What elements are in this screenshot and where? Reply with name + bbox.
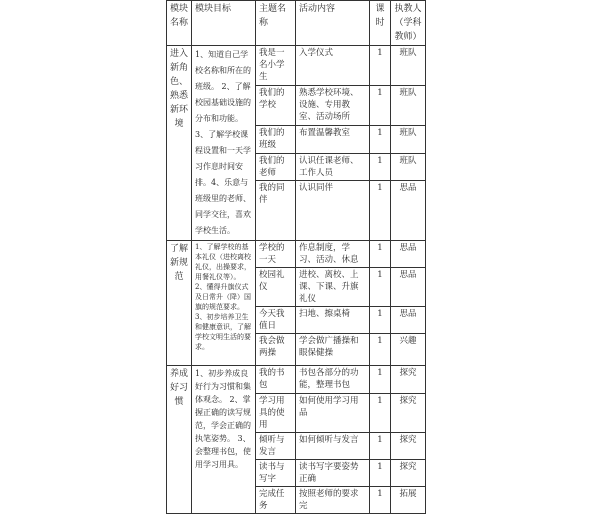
curriculum-table (166, 0, 426, 514)
activity-cell: 扫地、擦桌椅 (296, 307, 370, 334)
module-name-cell: 养成好习惯 (167, 366, 192, 514)
hours-cell: 1 (370, 241, 391, 268)
hours-cell: 1 (370, 487, 391, 514)
activity-cell: 如何使用学习用品 (296, 394, 370, 433)
module-name-cell: 了解新规范 (167, 241, 192, 366)
teacher-cell: 思品 (391, 268, 426, 307)
hours-cell: 1 (370, 268, 391, 307)
header-class-hours: 课时 (370, 1, 391, 46)
activity-cell: 布置温馨教室 (296, 126, 370, 154)
teacher-cell: 兴趣 (391, 334, 426, 366)
hours-cell: 1 (370, 394, 391, 433)
document-page (160, 0, 460, 511)
topic-cell: 今天我值日 (256, 307, 296, 334)
activity-cell: 书包各部分的功能，整理书包 (296, 366, 370, 394)
activity-cell: 入学仪式 (296, 46, 370, 86)
table-row (167, 241, 426, 268)
hours-cell: 1 (370, 334, 391, 366)
teacher-cell: 探究 (391, 394, 426, 433)
topic-cell: 我的同伴 (256, 181, 296, 241)
module-goal-cell: 1、了解学校的基本礼仪（进校离校礼仪，出操要求，用餐礼仪等）。 2、懂得升旗仪式及日常升（降）国旗的规范要求。 3、初步培养卫生和健康意识，了解学校文明生活的要求。 (192, 241, 256, 366)
teacher-cell: 拓展 (391, 487, 426, 514)
activity-cell: 作息制度，学习、活动、休息 (296, 241, 370, 268)
module-name-cell: 进入新角色、熟悉新环境 (167, 46, 192, 241)
hours-cell: 1 (370, 460, 391, 487)
activity-cell: 认识同伴 (296, 181, 370, 241)
hours-cell: 1 (370, 433, 391, 460)
header-teacher: 执教人（学科教师） (391, 1, 426, 46)
header-module-name: 模块名称 (167, 1, 192, 46)
activity-cell: 认识任课老师、工作人员 (296, 153, 370, 181)
topic-cell: 读书与写字 (256, 460, 296, 487)
header-module-goal: 模块目标 (192, 1, 256, 46)
hours-cell: 1 (370, 307, 391, 334)
activity-cell: 进校、离校、上课、下课、升旗礼仪 (296, 268, 370, 307)
table-row (167, 46, 426, 86)
activity-cell: 按照老师的要求完 (296, 487, 370, 514)
topic-cell: 我是一名小学生 (256, 46, 296, 86)
topic-cell: 校园礼仪 (256, 268, 296, 307)
header-topic-name: 主题名称 (256, 1, 296, 46)
teacher-cell: 思品 (391, 307, 426, 334)
activity-cell: 学会做广播操和眼保健操 (296, 334, 370, 366)
topic-cell: 学习用具的使用 (256, 394, 296, 433)
module-goal-cell: 1、初步养成良好行为习惯和集体观念。 2、掌握正确的读写规范，学会正确的执笔姿势。 3、会整理书包，使用学习用具。 (192, 366, 256, 514)
teacher-cell: 思品 (391, 181, 426, 241)
topic-cell: 我的书包 (256, 366, 296, 394)
teacher-cell: 思品 (391, 241, 426, 268)
topic-cell: 完成任务 (256, 487, 296, 514)
topic-cell: 我们的班级 (256, 126, 296, 154)
hours-cell: 1 (370, 153, 391, 181)
table-row (167, 366, 426, 394)
teacher-cell: 班队 (391, 46, 426, 86)
hours-cell: 1 (370, 46, 391, 86)
topic-cell: 我们的老师 (256, 153, 296, 181)
hours-cell: 1 (370, 366, 391, 394)
hours-cell: 1 (370, 126, 391, 154)
topic-cell: 学校的一天 (256, 241, 296, 268)
activity-cell: 熟悉学校环境、设施、专用教室、活动场所 (296, 86, 370, 126)
teacher-cell: 班队 (391, 126, 426, 154)
teacher-cell: 探究 (391, 433, 426, 460)
hours-cell: 1 (370, 181, 391, 241)
topic-cell: 我会做两操 (256, 334, 296, 366)
topic-cell: 倾听与发言 (256, 433, 296, 460)
module-goal-cell: 1、知道自己学校名称和所在的班级。 2、了解校园基础设施的分布和功能。 3、了解学校课程设置和一天学习作息时间安排。4、乐意与班级里的老师、同学交往，喜欢学校生活。 (192, 46, 256, 241)
topic-cell: 我们的学校 (256, 86, 296, 126)
teacher-cell: 班队 (391, 153, 426, 181)
activity-cell: 读书写字要姿势正确 (296, 460, 370, 487)
header-row (167, 1, 426, 46)
teacher-cell: 探究 (391, 366, 426, 394)
header-activity-content: 活动内容 (296, 1, 370, 46)
teacher-cell: 探究 (391, 460, 426, 487)
hours-cell: 1 (370, 86, 391, 126)
teacher-cell: 班队 (391, 86, 426, 126)
activity-cell: 如何倾听与发言 (296, 433, 370, 460)
